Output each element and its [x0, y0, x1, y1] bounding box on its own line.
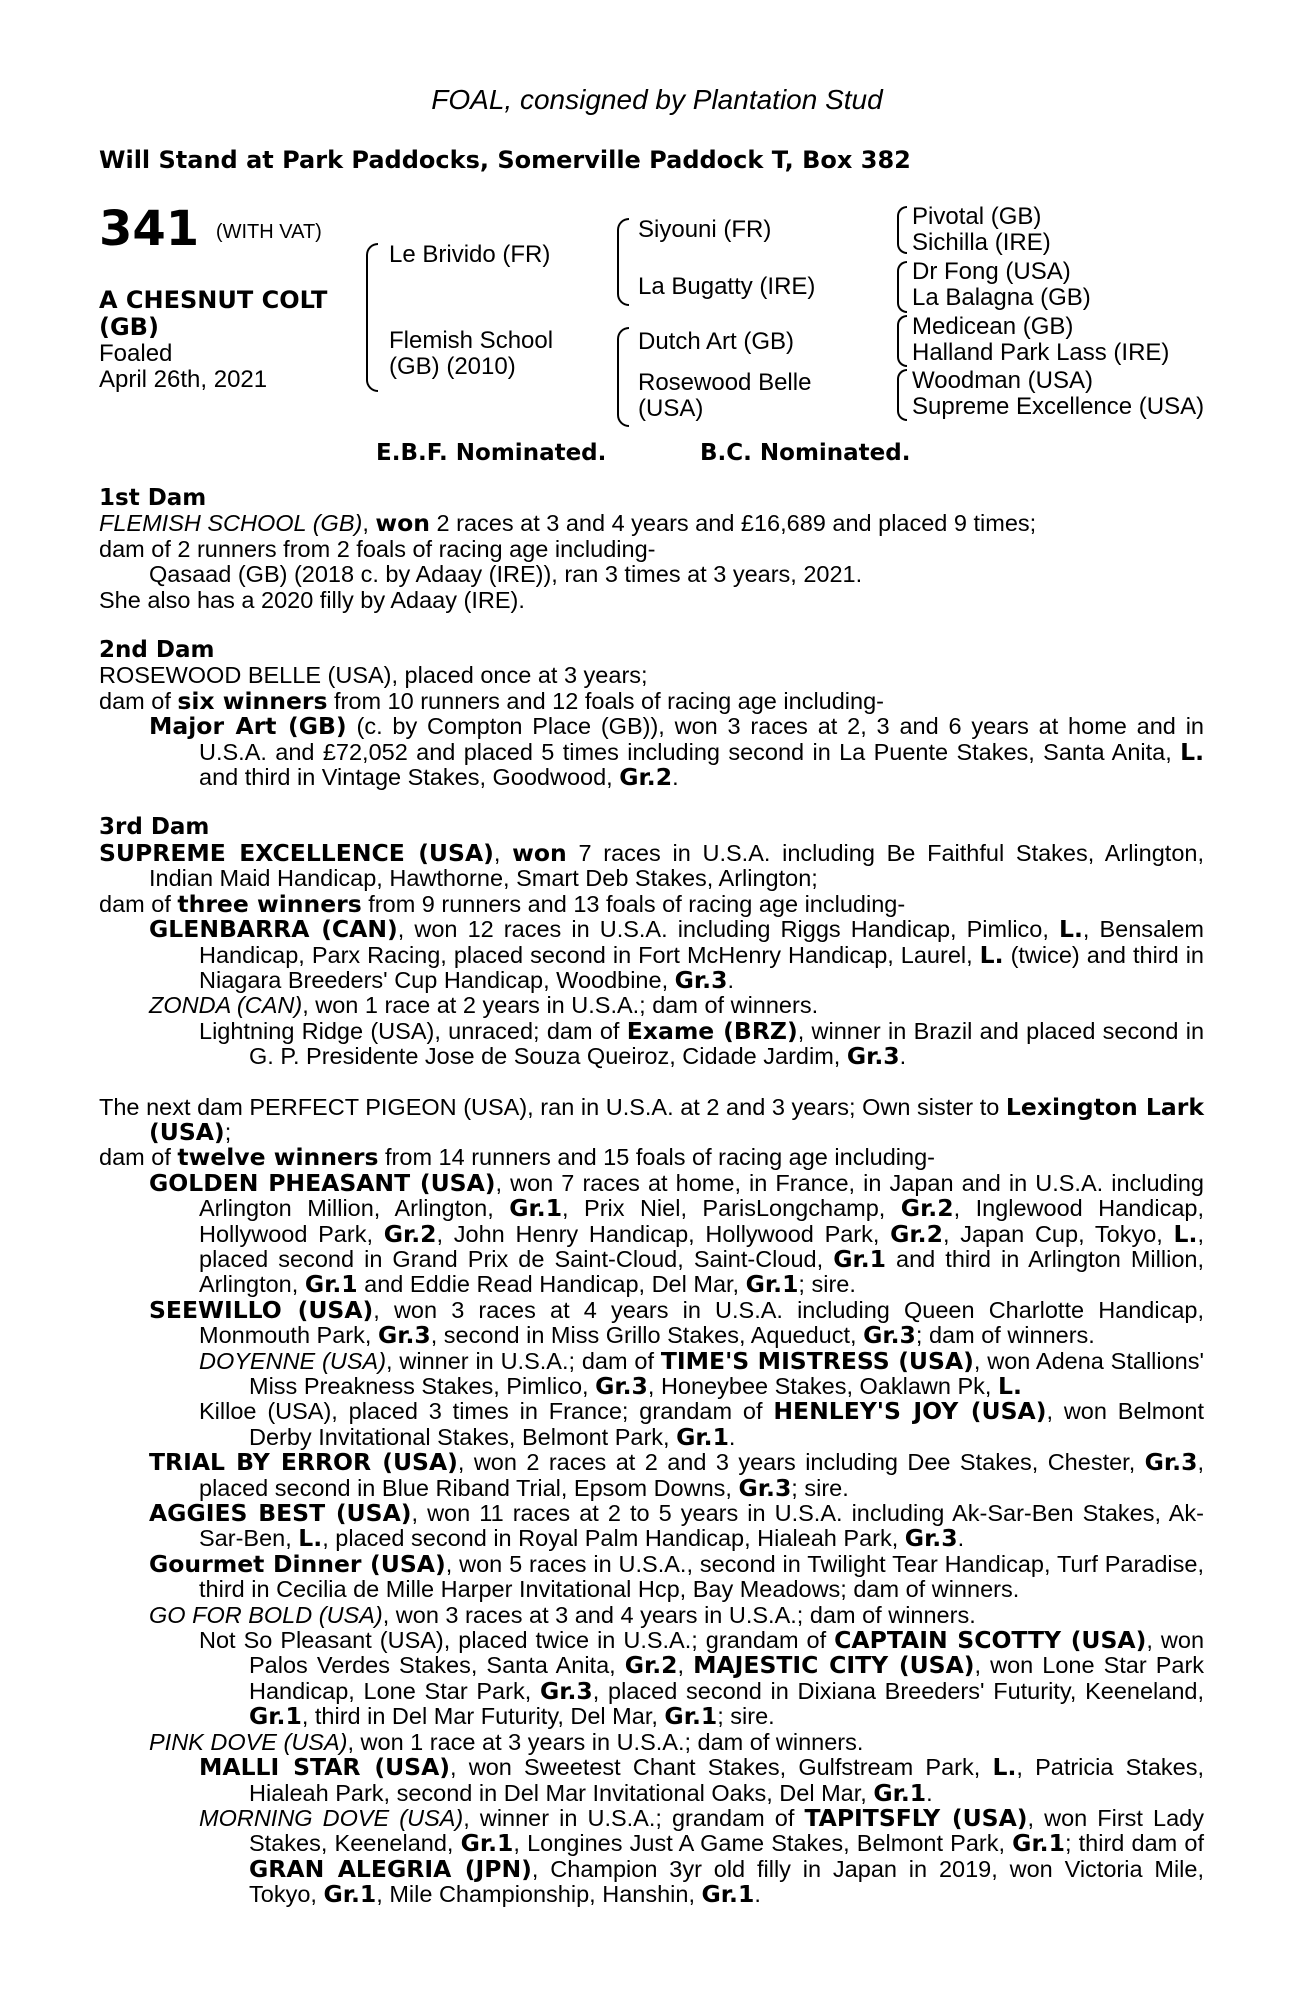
ss-dam: Sichilla (IRE) [912, 229, 1051, 256]
fourth-dam-produce: SEEWILLO (USA), won 3 races at 4 years in U.S.A. including Queen Charlotte Handicap, Monmouth Park, Gr.3, second in Miss Grillo Stakes, Aqueduct, Gr.3; dam of winners. [149, 1295, 1205, 1350]
brace-icon [366, 243, 378, 392]
dd-sire: Woodman (USA) [912, 367, 1093, 394]
first-dam-text: FLEMISH SCHOOL (GB), won 2 races at 3 and 4 years and £16,689 and placed 9 times; [99, 509, 1037, 538]
bc-nominated: B.C. Nominated. [700, 440, 911, 466]
fourth-dam-produce: GOLDEN PHEASANT (USA), won 7 races at home, in France, in Japan and in U.S.A. including Arlington Million, Arlington, Gr.1, Prix Niel, ParisLongchamp, Gr.2, Inglewood Handicap, Hollywood Park, Gr.2, John Henry Handicap, Hollywood Park, Gr.2, Japan Cup, Tokyo, L., placed second in Grand Prix de Saint-Cloud, Saint-Cloud, Gr.1 and third in Arlington Million, Arlington, Gr.1 and Eddie Read Handicap, Del Mar, Gr.1; sire. [149, 1168, 1204, 1299]
fourth-dam-produce: GO FOR BOLD (USA), won 3 races at 3 and 4 years in U.S.A.; dam of winners. [149, 1601, 976, 1628]
foaled-date: April 26th, 2021 [99, 366, 268, 393]
stand-location: Will Stand at Park Paddocks, Somerville Paddock T, Box 382 [99, 146, 911, 174]
brace-icon [897, 369, 907, 421]
third-dam-text: dam of three winners from 9 runners and 13 foals of racing age including- [99, 889, 906, 918]
fourth-dam-produce: DOYENNE (USA), winner in U.S.A.; dam of TIME'S MISTRESS (USA), won Adena Stallions' Miss Preakness Stakes, Pimlico, Gr.3, Honeybee Stakes, Oaklawn Pk, L. [199, 1346, 1204, 1400]
second-dam-heading: 2nd Dam [99, 637, 215, 664]
third-dam-heading: 3rd Dam [99, 814, 210, 841]
fourth-dam-produce: Gourmet Dinner (USA), won 5 races in U.S.A., second in Twilight Tear Handicap, Turf Paradise, third in Cecilia de Mille Harper Invitational Hcp, Bay Meadows; dam of winners. [149, 1549, 1205, 1603]
fourth-dam-text: The next dam PERFECT PIGEON (USA), ran in U.S.A. at 2 and 3 years; Own sister to Lexington Lark (USA); [99, 1092, 1204, 1146]
vat-label: (WITH VAT) [215, 221, 322, 243]
first-dam-heading: 1st Dam [99, 485, 207, 511]
produce-record [99, 486, 1204, 1908]
second-dam-produce: Major Art (GB) (c. by Compton Place (GB)), won 3 races at 2, 3 and 6 years at home and in U.S.A. and £72,052 and placed 5 times including second in La Puente Stakes, Santa Anita, L. and third in Vintage Stakes, Goodwood, Gr.2. [149, 712, 1204, 792]
first-dam-text: She also has a 2020 filly by Adaay (IRE). [99, 586, 525, 613]
brace-icon [897, 261, 907, 313]
dd-dam: Supreme Excellence (USA) [912, 393, 1205, 420]
third-dam-produce: ZONDA (CAN), won 1 race at 2 years in U.S.A.; dam of winners. [149, 992, 819, 1019]
foaled-label: Foaled [99, 340, 173, 367]
sire-sire: Siyouni (FR) [638, 216, 772, 243]
dam-dam: Rosewood Belle (USA) [638, 369, 812, 422]
lot-number-value: 341 [99, 201, 200, 257]
dam-sire: Dutch Art (GB) [638, 328, 795, 355]
first-dam-text: dam of 2 runners from 2 foals of racing age including- [99, 535, 656, 562]
fourth-dam-produce: AGGIES BEST (USA), won 11 races at 2 to 5 years in U.S.A. including Ak-Sar-Ben Stakes, Ak-Sar-Ben, L., placed second in Royal Palm Handicap, Hialeah Park, Gr.3. [149, 1499, 1204, 1553]
brace-icon [897, 206, 907, 254]
third-dam-produce: Lightning Ridge (USA), unraced; dam of Exame (BRZ), winner in Brazil and placed second in G. P. Presidente Jose de Souza Queiroz, Cidade Jardim, Gr.3. [199, 1016, 1205, 1071]
lot-description [99, 287, 359, 393]
ss-sire: Pivotal (GB) [912, 203, 1042, 230]
brace-icon [897, 315, 907, 367]
fourth-dam-produce: TRIAL BY ERROR (USA), won 2 races at 2 and 3 years including Dee Stakes, Chester, Gr.3, placed second in Blue Riband Trial, Epsom Downs, Gr.3; sire. [149, 1448, 1204, 1502]
colt-description: A CHESNUT COLT (GB) [99, 286, 328, 341]
fourth-dam-produce: MALLI STAR (USA), won Sweetest Chant Stakes, Gulfstream Park, L., Patricia Stakes, Hialeah Park, second in Del Mar Invitational Oaks, Del Mar, Gr.1. [199, 1753, 1205, 1807]
third-dam-produce: GLENBARRA (CAN), won 12 races in U.S.A. including Riggs Handicap, Pimlico, L., Bensalem Handicap, Parx Racing, placed second in Fort McHenry Handicap, Laurel, L. (twice) and third in Niagara Breeders' Cup Handicap, Woodbine, Gr.3. [149, 915, 1204, 994]
consignment-title: FOAL, consigned by Plantation Stud [431, 84, 883, 115]
ds-dam: Halland Park Lass (IRE) [912, 339, 1170, 366]
fourth-dam-produce: Killoe (USA), placed 3 times in France; grandam of HENLEY'S JOY (USA), won Belmont Derby Invitational Stakes, Belmont Park, Gr.1. [199, 1397, 1205, 1451]
brace-icon [617, 327, 629, 427]
second-dam-text: ROSEWOOD BELLE (USA), placed once at 3 years; [99, 662, 648, 689]
fourth-dam-produce: PINK DOVE (USA), won 1 race at 3 years in U.S.A.; dam of winners. [149, 1728, 864, 1755]
sd-sire: Dr Fong (USA) [912, 258, 1071, 285]
ds-sire: Medicean (GB) [912, 313, 1074, 340]
fourth-dam-text: dam of twelve winners from 14 runners and 15 foals of racing age including- [99, 1143, 935, 1172]
sire: Le Brivido (FR) [389, 241, 551, 268]
sire-dam: La Bugatty (IRE) [638, 273, 816, 300]
sd-dam: La Balagna (GB) [912, 284, 1091, 311]
brace-icon [617, 218, 629, 306]
third-dam-text: SUPREME EXCELLENCE (USA), won 7 races in U.S.A. including Be Faithful Stakes, Arlington, Indian Maid Handicap, Hawthorne, Smart Deb Stakes, Arlington; [99, 838, 1204, 892]
fourth-dam-produce: MORNING DOVE (USA), winner in U.S.A.; grandam of TAPITSFLY (USA), won First Lady Stakes, Keeneland, Gr.1, Longines Just A Game Stakes, Belmont Park, Gr.1; third dam of GRAN ALEGRIA (JPN), Champion 3yr old filly in Japan in 2019, won Victoria Mile, Tokyo, Gr.1, Mile Championship, Hanshin, Gr.1. [199, 1803, 1204, 1909]
first-dam-produce: Qasaad (GB) (2018 c. by Adaay (IRE)), ran 3 times at 3 years, 2021. [149, 561, 863, 588]
ebf-nominated: E.B.F. Nominated. [376, 440, 607, 466]
dam: Flemish School (GB) (2010) [389, 327, 554, 380]
second-dam-text: dam of six winners from 10 runners and 12 foals of racing age including- [99, 686, 884, 715]
fourth-dam-produce: Not So Pleasant (USA), placed twice in U.S.A.; grandam of CAPTAIN SCOTTY (USA), won Palos Verdes Stakes, Santa Anita, Gr.2, MAJESTIC CITY (USA), won Lone Star Park Handicap, Lone Star Park, Gr.3, placed second in Dixiana Breeders' Futurity, Keeneland, Gr.1, third in Del Mar Futurity, Del Mar, Gr.1; sire. [199, 1626, 1205, 1731]
lot-number [99, 201, 322, 257]
